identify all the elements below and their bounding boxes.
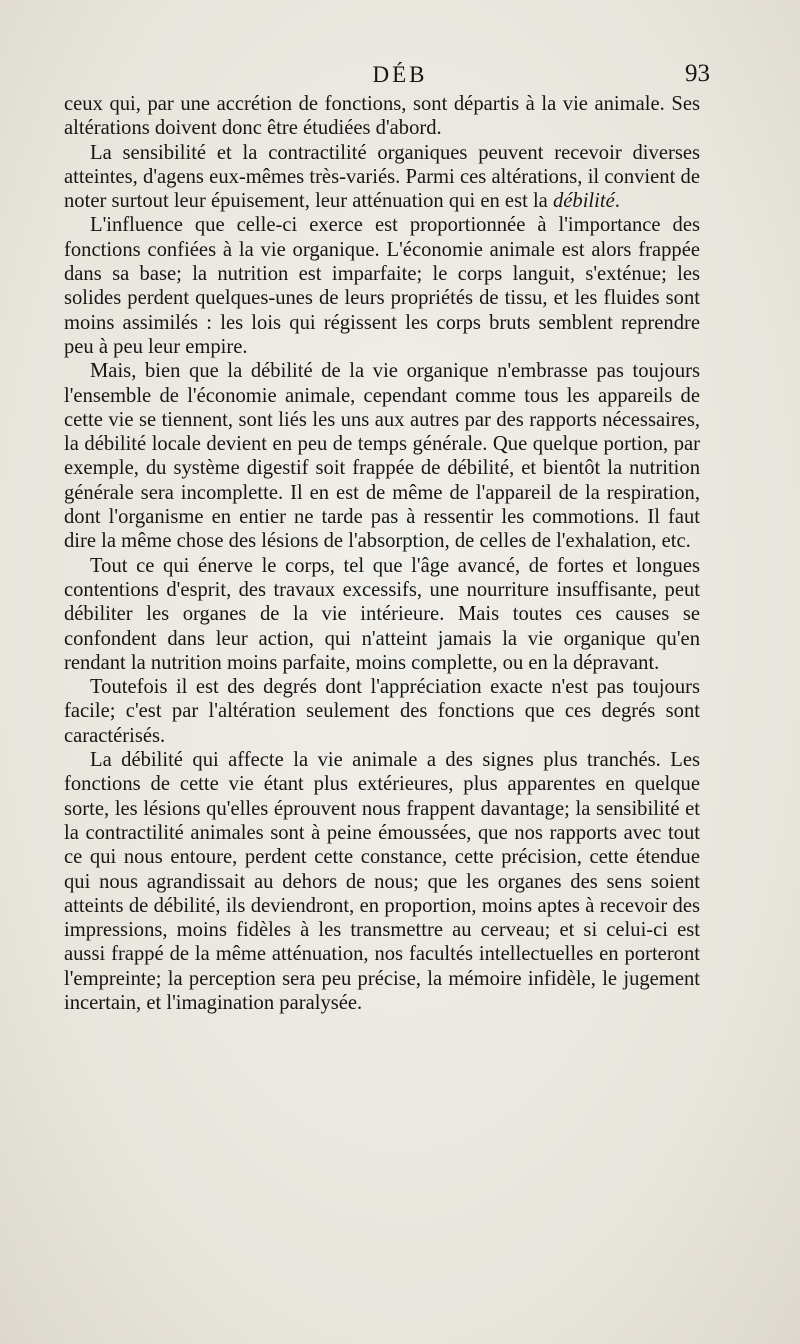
paragraph-7: La débilité qui affecte la vie animale a des signes plus tranchés. Les fonctions de cette vie étant plus extérieures, plus apparentes en quelque sorte, les lésions qu'elles éprouvent nous frappent davantage; la sensibilité et la contractilité animales sont à peine émoussées, que nos rapports avec tout ce qui nous entoure, perdent cette constance, cette précision, cette étendue qui nous agrandissait au dehors de nous; que les organes des sens soient atteints de débilité, ils deviendront, en proportion, moins aptes à recevoir des impressions, moins fidèles à les transmettre au cerveau; et si celui-ci est aussi frappé de la même atténuation, nos facultés intellectuelles en porteront l'empreinte; la perception sera peu précise, la mémoire infidèle, le jugement incertain, et l'imagination paralysée. [64, 749, 700, 1014]
paragraph-5: Tout ce qui énerve le corps, tel que l'âge avancé, de fortes et longues contentions d'esprit, des travaux excessifs, une nourriture insuffisante, peut débiliter les organes de la vie intérieure. Mais toutes ces causes se confondent dans leur action, qui n'atteint jamais la vie organique qu'en rendant la nutrition moins parfaite, moins complette, ou en la dépravant. [64, 554, 700, 674]
paragraph-3: L'influence que celle-ci exerce est proportionnée à l'importance des fonctions confiées à la vie organique. L'économie animale est alors frappée dans sa base; la nutrition est imparfaite; le corps languit, s'exténue; les solides perdent quelques-unes de leurs propriétés de tissu, et les fluides sont moins assimilés : les lois qui régissent les corps bruts semblent reprendre peu à peu leur empire. [64, 214, 700, 358]
paragraph-2 [64, 141, 700, 214]
paragraph-2-end: . [614, 190, 620, 213]
paragraph-2-text: La sensibilité et la contractilité organiques peuvent recevoir diverses atteintes, d'agens eux-mêmes très-variés. Parmi ces altérations, il convient de noter surtout leur épuisement, leur atténuation qui en est la [64, 141, 700, 213]
paragraph-2-emphasis: débilité [552, 190, 615, 213]
running-head-title: DÉB [372, 62, 428, 87]
body-text [64, 92, 700, 1015]
page-number: 93 [685, 60, 710, 87]
running-head [0, 60, 800, 94]
paragraph-6: Toutefois il est des degrés dont l'appréciation exacte n'est pas toujours facile; c'est par l'altération seulement des fonctions que ces degrés sont caractérisés. [64, 676, 700, 747]
paragraph-4: Mais, bien que la débilité de la vie organique n'embrasse pas toujours l'ensemble de l'économie animale, cependant comme tous les appareils de cette vie se tiennent, sont liés les uns aux autres par des rapports nécessaires, la débilité locale devient en peu de temps générale. Que quelque portion, par exemple, du système digestif soit frappée de débilité, et bientôt la nutrition générale sera incomplette. Il en est de même de l'appareil de la respiration, dont l'organisme en entier ne tarde pas à ressentir les commotions. Il faut dire la même chose des lésions de l'absorption, de celles de l'exhalation, etc. [64, 360, 700, 553]
paragraph-1: ceux qui, par une accrétion de fonctions, sont départis à la vie animale. Ses altérations doivent donc être étudiées d'abord. [64, 93, 700, 140]
